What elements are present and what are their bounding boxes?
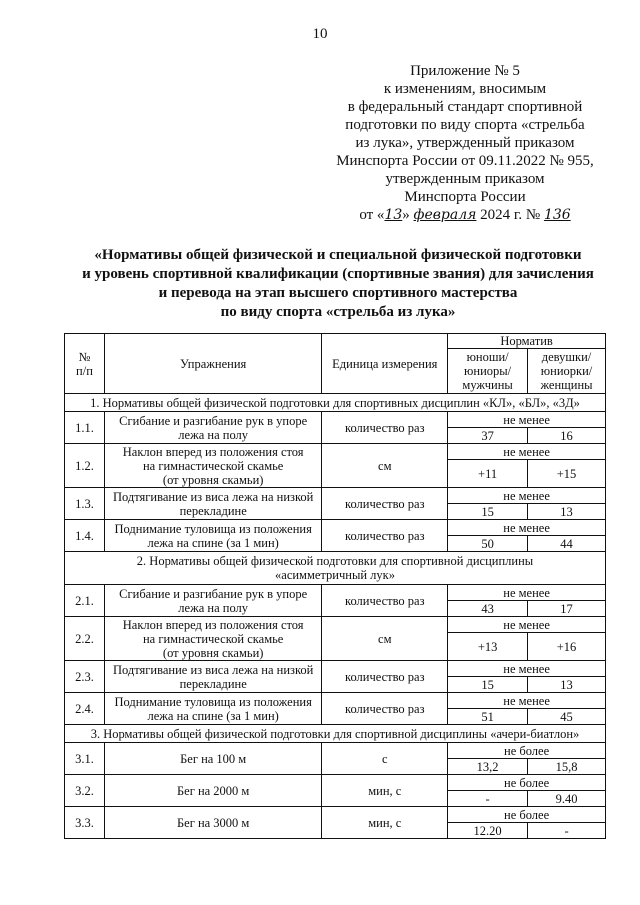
section-title: 2. Нормативы общей физической подготовки для спортивной дисциплины «асимметричный лук» <box>65 552 606 585</box>
appendix-line: Приложение № 5 <box>410 63 520 79</box>
table-row <box>65 775 606 791</box>
row-female-value: 9.40 <box>528 791 606 807</box>
row-norm-type: не более <box>448 743 606 759</box>
row-exercise: Подтягивание из виса лежа на низкой перекладине <box>104 661 321 693</box>
heading-line: «Нормативы общей физической и специальной физической подготовки <box>94 247 582 263</box>
row-exercise: Бег на 100 м <box>104 743 321 775</box>
appendix-line: Минспорта России от 09.11.2022 № 955, <box>336 153 594 169</box>
row-male-value: 43 <box>448 601 528 617</box>
row-num: 2.4. <box>65 693 105 725</box>
heading-line: и уровень спортивной квалификации (спортивные звания) для зачисления <box>82 266 594 282</box>
appendix-block <box>300 62 630 224</box>
table-row <box>65 520 606 536</box>
row-male-value: 12.20 <box>448 823 528 839</box>
row-norm-type: не менее <box>448 520 606 536</box>
header-norm: Норматив <box>448 334 606 349</box>
row-norm-type: не менее <box>448 444 606 460</box>
row-unit: с <box>322 743 448 775</box>
row-female-value: +15 <box>528 460 606 488</box>
row-num: 3.3. <box>65 807 105 839</box>
section-title: 3. Нормативы общей физической подготовки для спортивной дисциплины «ачери-биатлон» <box>65 725 606 743</box>
row-female-value: +16 <box>528 633 606 661</box>
row-unit: количество раз <box>322 412 448 444</box>
order-mid: » <box>402 207 414 223</box>
row-num: 1.3. <box>65 488 105 520</box>
table-row <box>65 661 606 677</box>
row-norm-type: не менее <box>448 617 606 633</box>
row-unit: количество раз <box>322 520 448 552</box>
row-male-value: 13,2 <box>448 759 528 775</box>
row-male-value: +11 <box>448 460 528 488</box>
row-male-value: +13 <box>448 633 528 661</box>
heading-line: по виду спорта «стрельба из лука» <box>220 304 456 320</box>
row-female-value: 44 <box>528 536 606 552</box>
row-norm-type: не менее <box>448 488 606 504</box>
row-norm-type: не более <box>448 807 606 823</box>
table-row <box>65 412 606 428</box>
order-number: 136 <box>543 207 571 223</box>
table-row <box>65 488 606 504</box>
document-heading <box>55 246 621 322</box>
row-num: 2.1. <box>65 585 105 617</box>
order-day: 13 <box>384 207 403 223</box>
appendix-line: к изменениям, вносимым <box>383 81 547 97</box>
row-exercise: Сгибание и разгибание рук в упоре лежа на полу <box>104 585 321 617</box>
row-female-value: 15,8 <box>528 759 606 775</box>
row-female-value: 17 <box>528 601 606 617</box>
appendix-line: Минспорта России <box>404 189 526 205</box>
row-exercise: Сгибание и разгибание рук в упоре лежа на полу <box>104 412 321 444</box>
row-norm-type: не более <box>448 775 606 791</box>
row-male-value: 15 <box>448 677 528 693</box>
row-female-value: 13 <box>528 677 606 693</box>
row-exercise: Поднимание туловища из положения лежа на спине (за 1 мин) <box>104 520 321 552</box>
row-unit: количество раз <box>322 585 448 617</box>
row-female-value: 16 <box>528 428 606 444</box>
row-num: 1.2. <box>65 444 105 488</box>
row-num: 2.2. <box>65 617 105 661</box>
row-exercise: Наклон вперед из положения стоя на гимнастической скамье (от уровня скамьи) <box>104 444 321 488</box>
header-female: девушки/ юниорки/ женщины <box>528 349 606 394</box>
row-male-value: 51 <box>448 709 528 725</box>
row-unit: см <box>322 617 448 661</box>
row-exercise: Наклон вперед из положения стоя на гимнастической скамье (от уровня скамьи) <box>104 617 321 661</box>
row-num: 2.3. <box>65 661 105 693</box>
header-unit: Единица измерения <box>322 334 448 394</box>
row-num: 3.2. <box>65 775 105 807</box>
header-male: юноши/ юниоры/ мужчины <box>448 349 528 394</box>
appendix-line: утвержденным приказом <box>385 171 545 187</box>
appendix-line: из лука», утвержденный приказом <box>355 135 575 151</box>
row-norm-type: не менее <box>448 412 606 428</box>
row-exercise: Подтягивание из виса лежа на низкой перекладине <box>104 488 321 520</box>
section-title: 1. Нормативы общей физической подготовки для спортивных дисциплин «КЛ», «БЛ», «3Д» <box>65 394 606 412</box>
row-exercise: Поднимание туловища из положения лежа на спине (за 1 мин) <box>104 693 321 725</box>
table-row <box>65 743 606 759</box>
row-exercise: Бег на 3000 м <box>104 807 321 839</box>
page-number: 10 <box>312 26 328 42</box>
table-row <box>65 807 606 823</box>
row-male-value: 37 <box>448 428 528 444</box>
row-unit: мин, с <box>322 807 448 839</box>
order-month: февраля <box>413 207 477 223</box>
row-female-value: 13 <box>528 504 606 520</box>
table-row <box>65 693 606 709</box>
row-unit: количество раз <box>322 693 448 725</box>
order-prefix: от « <box>359 207 385 223</box>
row-female-value: - <box>528 823 606 839</box>
order-year: 2024 г. № <box>476 207 544 223</box>
row-num: 1.1. <box>65 412 105 444</box>
row-exercise: Бег на 2000 м <box>104 775 321 807</box>
norms-table <box>64 333 606 839</box>
appendix-line: подготовки по виду спорта «стрельба <box>345 117 585 133</box>
row-female-value: 45 <box>528 709 606 725</box>
header-exercise: Упражнения <box>104 334 321 394</box>
table-row <box>65 617 606 633</box>
row-unit: количество раз <box>322 488 448 520</box>
table-row <box>65 444 606 460</box>
row-norm-type: не менее <box>448 693 606 709</box>
heading-line: и перевода на этап высшего спортивного мастерства <box>158 285 518 301</box>
row-male-value: 50 <box>448 536 528 552</box>
row-norm-type: не менее <box>448 661 606 677</box>
appendix-line: в федеральный стандарт спортивной <box>347 99 583 115</box>
row-male-value: 15 <box>448 504 528 520</box>
row-unit: количество раз <box>322 661 448 693</box>
order-line <box>300 206 630 224</box>
row-norm-type: не менее <box>448 585 606 601</box>
row-num: 3.1. <box>65 743 105 775</box>
row-num: 1.4. <box>65 520 105 552</box>
row-male-value: - <box>448 791 528 807</box>
row-unit: мин, с <box>322 775 448 807</box>
table-row <box>65 585 606 601</box>
row-unit: см <box>322 444 448 488</box>
header-num: № п/п <box>65 334 105 394</box>
